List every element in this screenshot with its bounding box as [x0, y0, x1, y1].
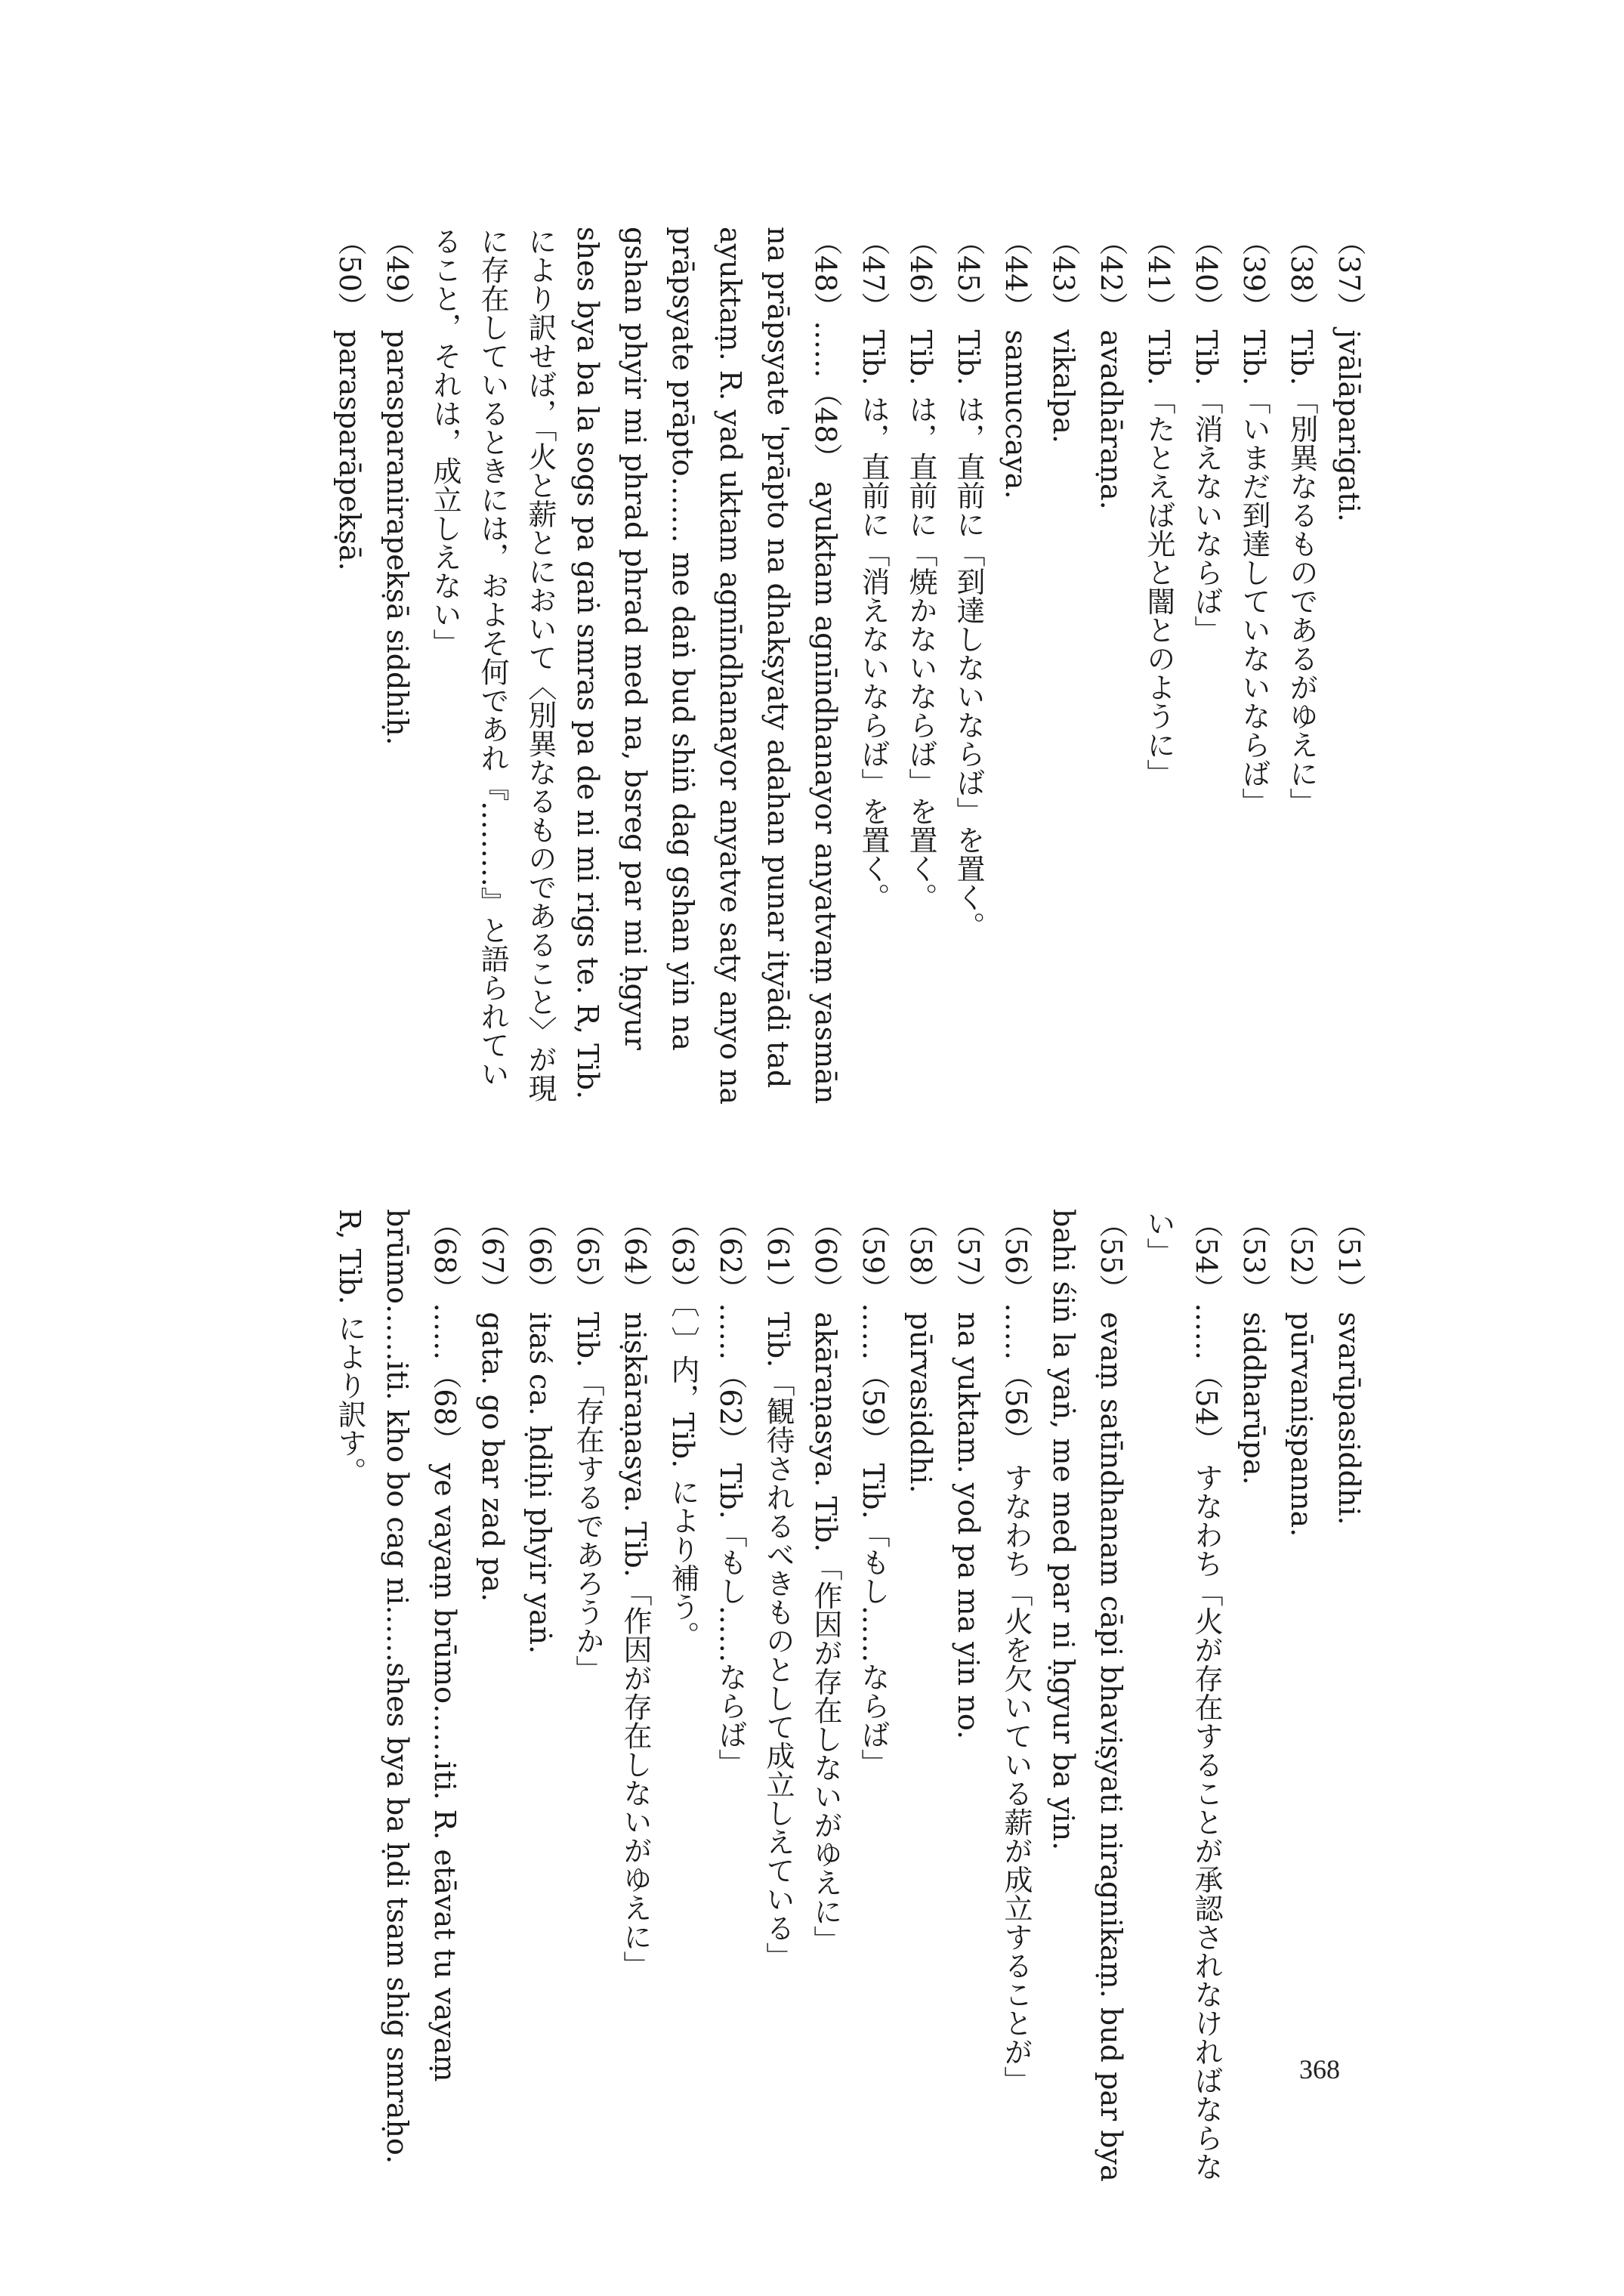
- footnote-42: （42） avadhāraṇa.: [1095, 227, 1128, 510]
- footnote-68: （68）……（68） ye vayaṃ brūmo……iti. R. etāvat tu vayaṃ brūmo……iti. kho bo cag ni……shes bya ba ḥdi tsam shig smraḥo. R, Tib. により訳す。: [333, 1209, 462, 2165]
- footnote-48: （48）……（48） ayuktam agnīndhanayor anyatvaṃ yasmān na prāpsyate 'prāpto na dhakṣyaty adahan punar ityādi tad ayuktaṃ. R. yad uktam agnīndhanayor anyatve saty anyo na prāpsyate prāpto……. me daṅ bud shiṅ dag gshan yin na gshan phyir mi phrad phrad med na, bsreg par mi ḥgyur shes bya ba la sogs pa gaṅ smras pa de ni mi rigs te. R, Tib. により訳せば，「火と薪とにおいて〈別異なるものであること〉が現に存在しているときには，およそ何であれ『………』と語られていること，それは，成立しえない」: [428, 227, 842, 1105]
- footnote-46: （46） Tib. は，直前に「焼かないならば」を置く。: [904, 227, 937, 912]
- footnote-59: （59）……（59） Tib.「もし……ならば」: [857, 1209, 890, 1778]
- footnote-40: （40） Tib.「消えないならば」: [1190, 227, 1223, 644]
- footnote-67: （67） gata. go bar zad pa.: [476, 1209, 509, 1602]
- footnote-57: （57） na yuktam. yod pa ma yin no.: [952, 1209, 985, 1740]
- footnote-37: （37） jvālāparigati.: [1332, 227, 1366, 522]
- footnote-54: （54）……（54） すなわち「火が存在することが承認されなければならない」: [1142, 1209, 1223, 2181]
- footnote-39: （39） Tib.「いまだ到達していないならば」: [1237, 227, 1270, 817]
- footnote-61: （61） Tib.「観待されるべきものとして成立しえている」: [761, 1209, 795, 1971]
- footnote-47: （47） Tib. は，直前に「消えないならば」を置く。: [857, 227, 890, 912]
- footnote-58: （58） pūrvasiddhi.: [904, 1209, 937, 1494]
- footnote-50: （50） parasparāpekṣā.: [333, 227, 366, 571]
- footnote-55: （55） evaṃ satīndhanam cāpi bhaviṣyati niragnikaṃ. bud par bya bahi śiṅ la yaṅ, me med par ni ḥgyur ba yin.: [1047, 1209, 1128, 2182]
- footnote-41: （41） Tib.「たとえば光と闇とのように」: [1142, 227, 1175, 788]
- page-number: 368: [1299, 2054, 1340, 2084]
- footnote-64: （64） niṣkāraṇasya. Tib.「作因が存在しないがゆえに」: [619, 1209, 652, 1979]
- footnote-60: （60） akāraṇasya. Tib.「作因が存在しないがゆえに」: [809, 1209, 842, 1955]
- footnotes-lower: [224, 1209, 1372, 2183]
- footnote-43: （43） vikalpa.: [1047, 227, 1080, 443]
- footnote-52: （52） pūrvaniṣpanna.: [1285, 1209, 1318, 1537]
- footnote-66: （66） itaś ca. ḥdiḥi phyir yaṅ.: [523, 1209, 557, 1655]
- footnote-51: （51） svarūpasiddhi.: [1332, 1209, 1366, 1525]
- footnote-62: （62）……（62） Tib.「もし……ならば」: [714, 1209, 747, 1778]
- footnote-45: （45） Tib. は，直前に「到達しないならば」を置く。: [952, 227, 985, 941]
- footnote-38: （38） Tib.「別異なるものであるがゆえに」: [1285, 227, 1318, 817]
- footnote-53: （53） siddharūpa.: [1237, 1209, 1270, 1485]
- footnotes-upper: [0, 227, 1372, 1107]
- footnote-65: （65） Tib.「存在するであろうか」: [571, 1209, 604, 1684]
- footnote-44: （44） samuccaya.: [999, 227, 1033, 499]
- footnote-56: （56）……（56） すなわち「火を欠いている薪が成立することが」: [999, 1209, 1033, 2095]
- footnote-63: （63）〔 〕内，Tib. により補う。: [666, 1209, 699, 1650]
- footnote-49: （49） parasparanirapekṣā siddhiḥ.: [381, 227, 414, 746]
